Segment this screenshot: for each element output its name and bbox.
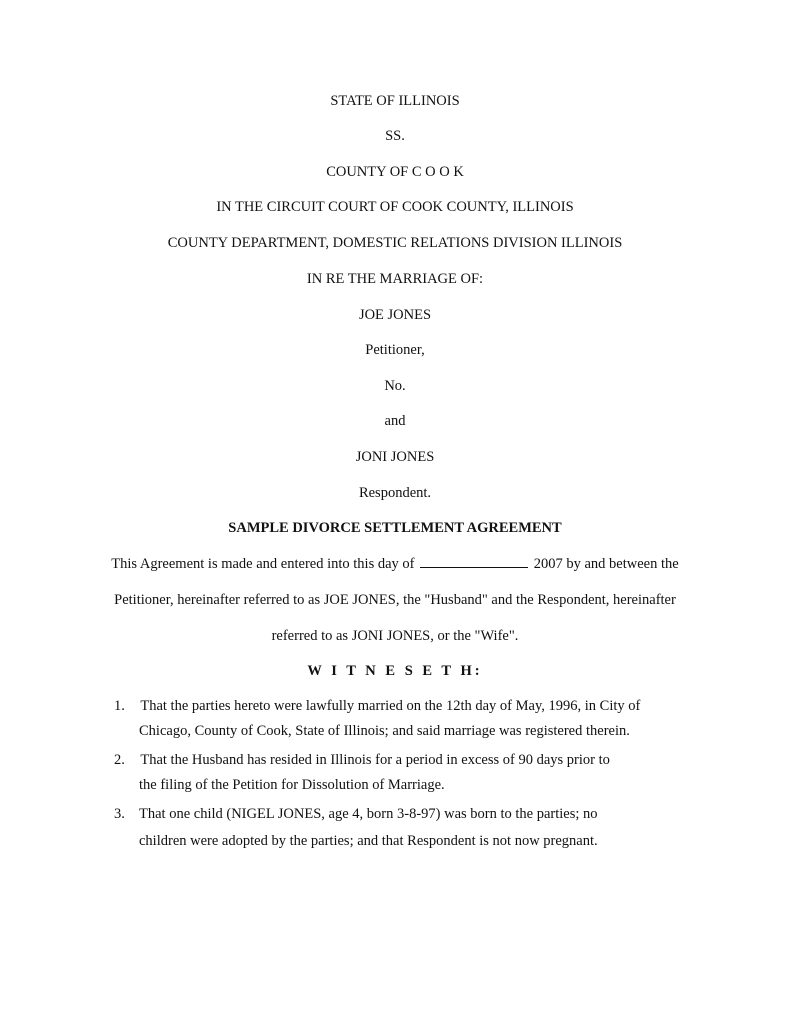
caption-petitioner-label: Petitioner, xyxy=(365,342,425,358)
intro-line-1 xyxy=(0,555,790,573)
list-item-number: 1. xyxy=(114,698,125,714)
header-court: IN THE CIRCUIT COURT OF COOK COUNTY, ILLINOIS xyxy=(216,199,574,215)
list-item-line-2: Chicago, County of Cook, State of Illinois; and said marriage was registered therein. xyxy=(139,723,630,739)
caption-respondent-label: Respondent. xyxy=(358,485,432,501)
intro-line-2: Petitioner, hereinafter referred to as JOE JONES, the "Husband" and the Respondent, hereinafter xyxy=(114,592,676,608)
caption-and: and xyxy=(384,413,406,429)
document-title: SAMPLE DIVORCE SETTLEMENT AGREEMENT xyxy=(228,520,562,536)
list-item-number: 2. xyxy=(114,752,125,768)
header-county: COUNTY OF C O O K xyxy=(326,164,464,180)
caption-respondent-name: JONI JONES xyxy=(355,449,435,465)
caption-petitioner-name: JOE JONES xyxy=(358,307,432,323)
intro-line-1-after: 2007 by and between the xyxy=(533,556,679,572)
intro-line-1-before: This Agreement is made and entered into this day of xyxy=(111,556,415,572)
header-state: STATE OF ILLINOIS xyxy=(330,93,460,109)
header-department: COUNTY DEPARTMENT, DOMESTIC RELATIONS DIVISION ILLINOIS xyxy=(167,235,623,251)
caption-case-no: No. xyxy=(384,378,406,394)
list-item-line-1: That one child (NIGEL JONES, age 4, born 3-8-97) was born to the parties; no xyxy=(139,806,598,822)
list-item-number: 3. xyxy=(114,806,125,822)
header-ss: SS. xyxy=(385,128,405,144)
caption-in-re: IN RE THE MARRIAGE OF: xyxy=(306,271,484,287)
list-item-line-2: the filing of the Petition for Dissolution of Marriage. xyxy=(139,777,445,793)
witnesseth-heading: W I T N E S E T H: xyxy=(307,663,483,679)
list-item-line-1: That the parties hereto were lawfully married on the 12th day of May, 1996, in City of xyxy=(137,698,641,714)
list-item-line-1: That the Husband has resided in Illinois for a period in excess of 90 days prior to xyxy=(137,752,610,768)
intro-line-3: referred to as JONI JONES, or the "Wife". xyxy=(271,628,519,644)
date-blank-field xyxy=(420,555,528,568)
list-item-line-2: children were adopted by the parties; and that Respondent is not now pregnant. xyxy=(139,833,598,849)
